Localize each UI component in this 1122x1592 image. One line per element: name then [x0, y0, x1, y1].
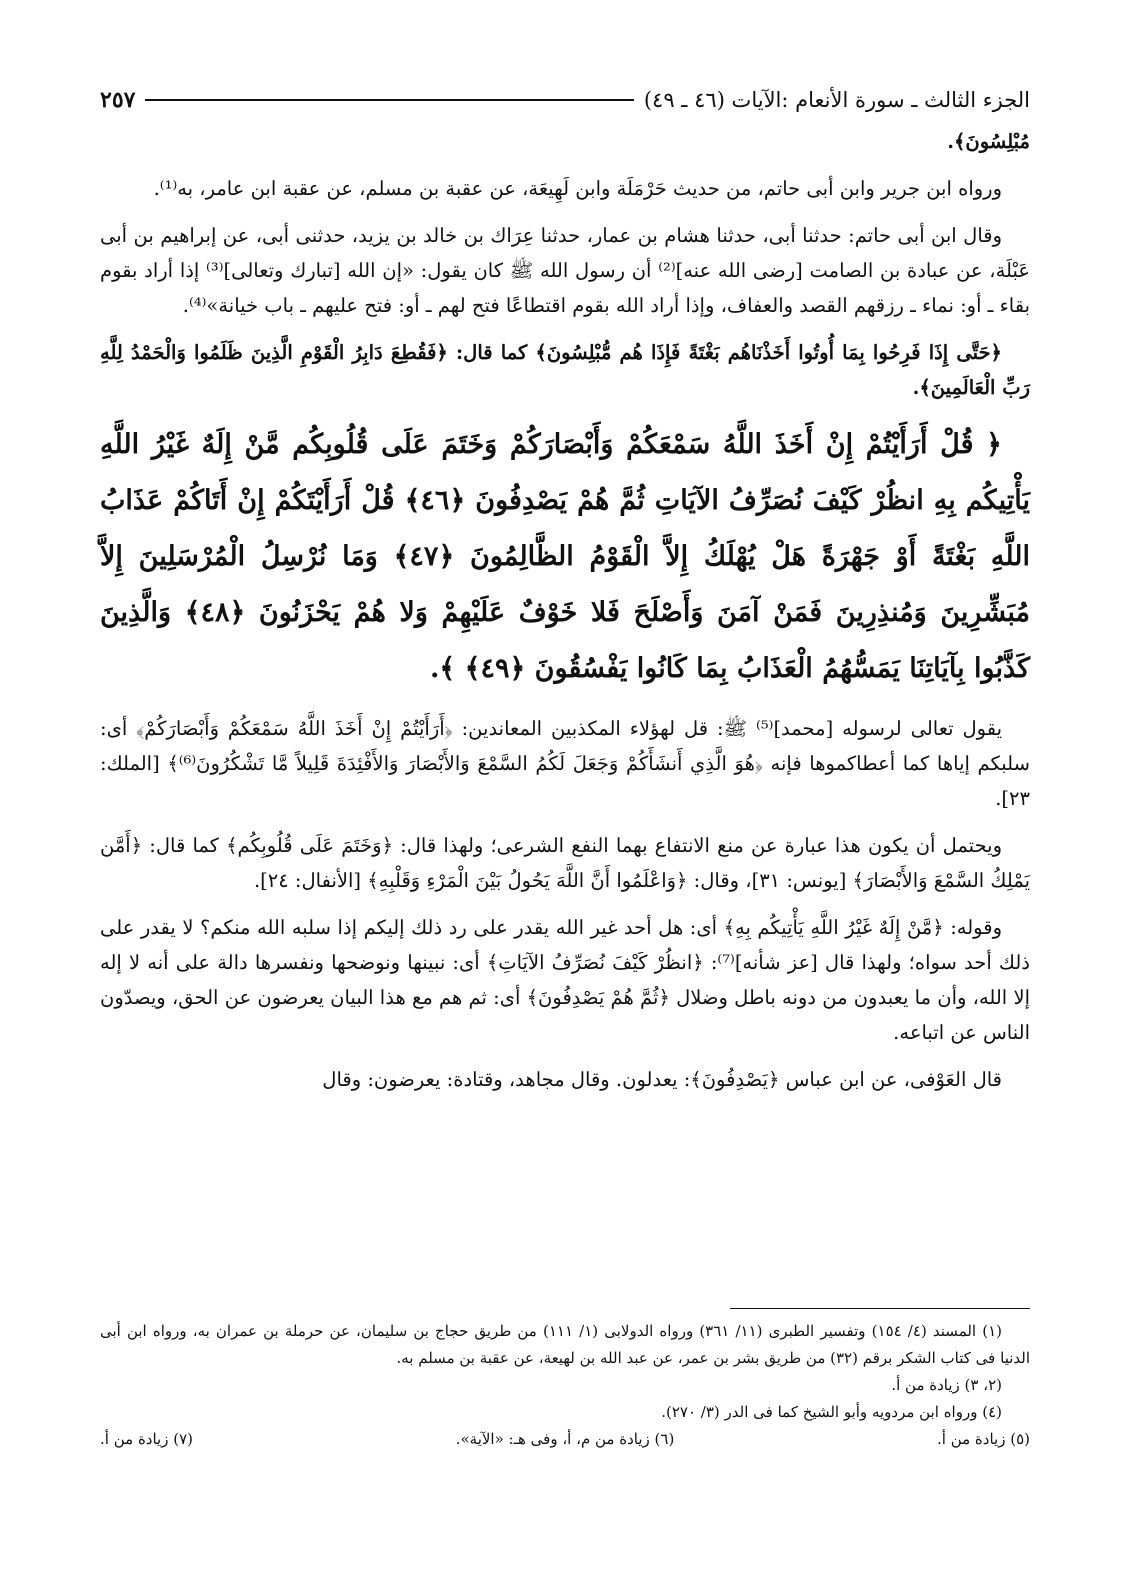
paragraph: ﴿حَتَّى إِذَا فَرِحُوا بِمَا أُوتُوا أَخَذْنَاهُم بَغْتَةً فَإِذَا هُم مُّبْلِسُونَ﴾ كما قال: ﴿فَقُطِعَ دَابِرُ الْقَوْمِ الَّذِينَ ظَلَمُوا وَالْحَمْدُ لِلَّهِ رَبِّ الْعَالَمِينَ﴾.: [100, 341, 1030, 399]
quran-verses: ﴿ قُلْ أَرَأَيْتُمْ إِنْ أَخَذَ اللَّهُ سَمْعَكُمْ وَأَبْصَارَكُمْ وَخَتَمَ عَلَى قُلُوبِكُم مَّنْ إِلَهٌ غَيْرُ اللَّهِ يَأْتِيكُم بِهِ انظُرْ كَيْفَ نُصَرِّفُ الآيَاتِ ثُمَّ هُمْ يَصْدِفُونَ ﴿٤٦﴾ قُلْ أَرَأَيْتَكُمْ إِنْ أَتَاكُمْ عَذَابُ اللَّهِ بَغْتَةً أَوْ جَهْرَةً هَلْ يُهْلَكُ إِلاَّ الْقَوْمُ الظَّالِمُونَ ﴿٤٧﴾ وَمَا نُرْسِلُ الْمُرْسَلِينَ إِلاَّ مُبَشِّرِينَ وَمُنذِرِينَ فَمَنْ آمَنَ وَأَصْلَحَ فَلا خَوْفٌ عَلَيْهِمْ وَلا هُمْ يَحْزَنُونَ ﴿٤٨﴾ وَالَّذِينَ كَذَّبُوا بِآيَاتِنَا يَمَسُّهُمُ الْعَذَابُ بِمَا كَانُوا يَفْسُقُونَ ﴿٤٩﴾ ﴾.: [100, 429, 1031, 684]
main-text: [100, 124, 1030, 1097]
page: [100, 80, 1030, 1109]
page-number: ٢٥٧: [100, 87, 136, 113]
paragraph: وقال ابن أبى حاتم: حدثنا أبى، حدثنا هشام بن عمار، حدثنا عِرَاك بن خالد بن يزيد، حدثنى أبى، عن إبراهيم بن أبى عَبْلَة، عن عبادة بن الصامت [رضى الله عنه]⁽²⁾ أن رسول الله ﷺ كان يقول: «إن الله [تبارك وتعالى]⁽³⁾ إذا أراد بقوم بقاء ـ أو: نماء ـ رزقهم القصد والعفاف، وإذا أراد الله بقوم اقتطاعًا فتح لهم ـ أو: فتح عليهم ـ باب خيانة»⁽⁴⁾.: [100, 224, 1031, 317]
paragraph: يقول تعالى لرسوله [محمد]⁽⁵⁾ ﷺ: قل لهؤلاء المكذبين المعاندين: ﴿أَرَأَيْتُمْ إِنْ أَخَذَ اللَّهُ سَمْعَكُمْ وَأَبْصَارَكُمْ﴾ أى: سلبكم إياها كما أعطاكموها فإنه ﴿هُوَ الَّذِي أَنشَأَكُمْ وَجَعَلَ لَكُمُ السَّمْعَ وَالأَبْصَارَ وَالأَفْئِدَةَ قَلِيلاً مَّا تَشْكُرُونَ⁽⁶⁾﴾ [الملك: ٢٣].: [100, 717, 1030, 810]
footnotes: [100, 1318, 1030, 1453]
paragraph: ويحتمل أن يكون هذا عبارة عن منع الانتفاع بهما النفع الشرعى؛ ولهذا قال: ﴿وَخَتَمَ عَلَى قُلُوبِكُم﴾ كما قال: ﴿أَمَّن يَمْلِكُ السَّمْعَ وَالأَبْصَارَ﴾ [يونس: ٣١]، وقال: ﴿وَاعْلَمُوا أَنَّ اللَّهَ يَحُولُ بَيْنَ الْمَرْءِ وَقَلْبِهِ﴾ [الأنفال: ٢٤].: [100, 834, 1030, 892]
paragraph: وقوله: ﴿مَّنْ إِلَهٌ غَيْرُ اللَّهِ يَأْتِيكُم بِهِ﴾ أى: هل أحد غير الله يقدر على رد ذلك إليكم إذا سلبه الله منكم؟ لا يقدر على ذلك أحد سواه؛ ولهذا قال [عز شأنه]⁽⁷⁾: ﴿انظُرْ كَيْفَ نُصَرِّفُ الآيَاتِ﴾ أى: نبينها ونوضحها ونفسرها دالة على أنه لا إله إلا الله، وأن ما يعبدون من دونه باطل وضلال ﴿ثُمَّ هُمْ يَصْدِفُونَ﴾ أى: ثم هم مع هذا البيان يعرضون عن الحق، ويصدّون الناس عن اتباعه.: [100, 916, 1030, 1044]
footnote: (٥) زيادة من أ.: [937, 1430, 1030, 1448]
footnote: (٤) ورواه ابن مردويه وأبو الشيخ كما فى الدر (٣/ ٢٧٠).: [661, 1403, 1002, 1421]
footnote: (١) المسند (٤/ ١٥٤) وتفسير الطبرى (١١/ ٣٦١) ورواه الدولابى (١/ ١١١) من طريق حجاج بن سليمان، عن حرملة بن عمران به، ورواه ابن أبى الدنيا فى كتاب الشكر برقم (٣٢) من طريق بشر بن عمر، عن عبد الله بن لهيعة، عن عقبة بن مسلم به.: [100, 1322, 1030, 1367]
header-title: الجزء الثالث ـ سورة الأنعام :الآيات (٤٦ ـ ٤٩): [643, 88, 1030, 112]
footnote: (٢، ٣) زيادة من أ.: [891, 1376, 1002, 1394]
paragraph: قال العَوْفى، عن ابن عباس ﴿يَصْدِفُونَ﴾: يعدلون. وقال مجاهد، وقتادة: يعرضون: وقال: [322, 1068, 1002, 1091]
footnote: (٦) زيادة من م، أ، وفى هـ: «الآية».: [455, 1430, 675, 1448]
footnote-row: [100, 1426, 1030, 1453]
header-rule: [145, 99, 633, 101]
footnote: (٧) زيادة من أ.: [100, 1430, 194, 1448]
running-header: [100, 80, 1030, 120]
paragraph: ورواه ابن جرير وابن أبى حاتم، من حديث حَرْمَلَة وابن لَهِيعَة، عن عقبة بن مسلم، عن عقبة ابن عامر، به⁽¹⁾.: [153, 177, 1002, 200]
paragraph: مُبْلِسُونَ﴾.: [947, 130, 1030, 153]
